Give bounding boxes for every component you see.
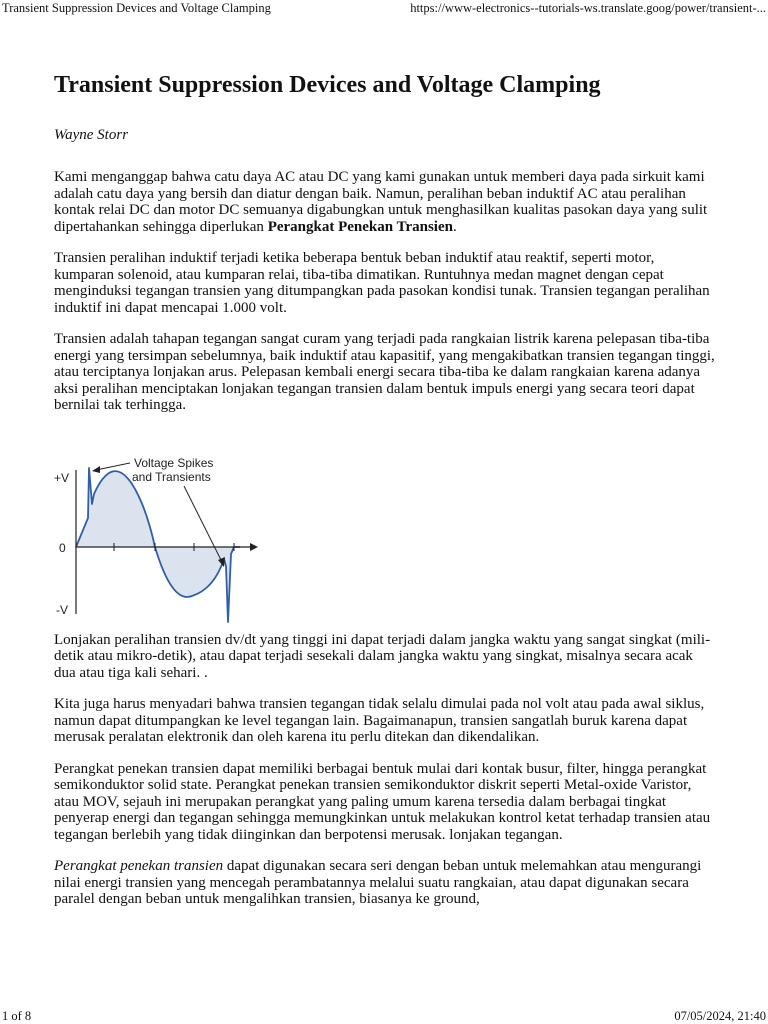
paragraph-1-end: . <box>452 218 457 235</box>
article <box>54 70 718 908</box>
paragraph-7-italic: Perangkat penekan transien <box>54 858 224 874</box>
paragraph-2: Transien peralihan induktif terjadi ketika beberapa bentuk beban induktif atau reaktif, seperti motor, kumparan solenoid, atau kumparan relai, tiba-tiba dimatikan. Runtuhnya medan magnet dengan cepat menginduksi tegangan transien yang ditumpangkan pada pasokan kondisi tunak. Transien tegangan peralihan induktif ini dapat mencapai 1.000 volt. <box>54 250 710 316</box>
header-title: Transient Suppression Devices and Voltage Clamping <box>2 1 271 15</box>
article-author: Wayne Storr <box>54 127 129 143</box>
label-positive-v: +V <box>54 470 70 485</box>
paragraph-6: Perangkat penekan transien dapat memiliki berbagai bentuk mulai dari kontak busur, filter, hingga perangkat semikonduktor solid state. Perangkat penekan transien semikonduktor diskrit seperti Metal-oxide Varistor, atau MOV, sejauh ini merupakan perangkat yang paling umum karena tersedia dalam berbagai tingkat penyerap energi dan tegangan sehingga memungkinkan untuk melakukan kontrol ketat terhadap transien atau tegangan berlebih yang tidak diinginkan dan berpotensi merusak. lonjakan tegangan. <box>54 760 711 843</box>
paragraph-7 <box>54 858 718 908</box>
label-negative-v: -V <box>56 602 68 617</box>
pointer-arrowhead-left <box>92 466 100 473</box>
pointer-arrow-left <box>96 463 130 470</box>
paragraph-7-text: dapat digunakan secara seri dengan beban untuk melemahkan atau mengurangi nilai energi transien yang mencegah perambatannya melalui suatu rangkaian, atau dapat digunakan secara paralel dengan beban untuk mengalihkan transien, biasanya ke ground, <box>54 858 702 907</box>
annotation-line-2: and Transients <box>132 469 211 484</box>
annotation-line-1: Voltage Spikes <box>134 455 214 470</box>
article-title: Transient Suppression Devices and Voltage Clamping <box>54 72 601 98</box>
print-timestamp: 07/05/2024, 21:40 <box>674 1009 766 1023</box>
paragraph-5: Kita juga harus menyadari bahwa transien tegangan tidak selalu dimulai pada nol volt atau pada awal siklus, namun dapat ditumpangkan ke level tegangan lain. Bagaimanapun, transien sangatlah buruk karena dapat merusak peralatan elektronik dan oleh karena itu perlu ditekan dan dikendalikan. <box>54 696 705 745</box>
x-axis-arrow <box>250 543 258 551</box>
header-url: https://www-electronics--tutorials-ws.translate.goog/power/transient-... <box>410 1 766 15</box>
print-header <box>0 0 768 16</box>
page-number: 1 of 8 <box>2 1009 32 1023</box>
voltage-spike-diagram <box>54 434 314 624</box>
paragraph-1-bold: Perangkat Penekan Transien <box>267 218 453 235</box>
paragraph-1 <box>54 169 718 235</box>
label-zero: 0 <box>59 540 66 555</box>
print-footer <box>0 1008 768 1024</box>
paragraph-3: Transien adalah tahapan tegangan sangat curam yang terjadi pada rangkaian listrik karena pelepasan tiba-tiba energi yang tersimpan sebelumnya, baik induktif atau kapasitif, yang mengakibatkan transien tegangan tinggi, atau terciptanya lonjakan arus. Pelepasan kembali energi secara tiba-tiba ke dalam rangkaian karena adanya aksi peralihan menciptakan lonjakan tegangan transien dalam bentuk impuls energi yang secara teori dapat bernilai tak terhingga. <box>54 331 715 413</box>
voltage-spike-figure <box>54 434 314 624</box>
paragraph-4: Lonjakan peralihan transien dv/dt yang tinggi ini dapat terjadi dalam jangka waktu yang sangat singkat (mili-detik atau mikro-detik), atau dapat terjadi sesekali dalam jangka waktu yang singkat, misalnya secara acak dua atau tiga kali sehari. . <box>54 631 711 681</box>
paragraph-1-text: Kami menganggap bahwa catu daya AC atau DC yang kami gunakan untuk memberi daya pada sirkuit kami adalah catu daya yang bersih dan diatur dengan baik. Namun, peralihan beban induktif AC atau peralihan kontak relai DC dan motor DC semuanya digabungkan untuk menghasilkan kualitas pasokan daya yang sulit dipertahankan sehingga diperlukan <box>54 169 708 235</box>
